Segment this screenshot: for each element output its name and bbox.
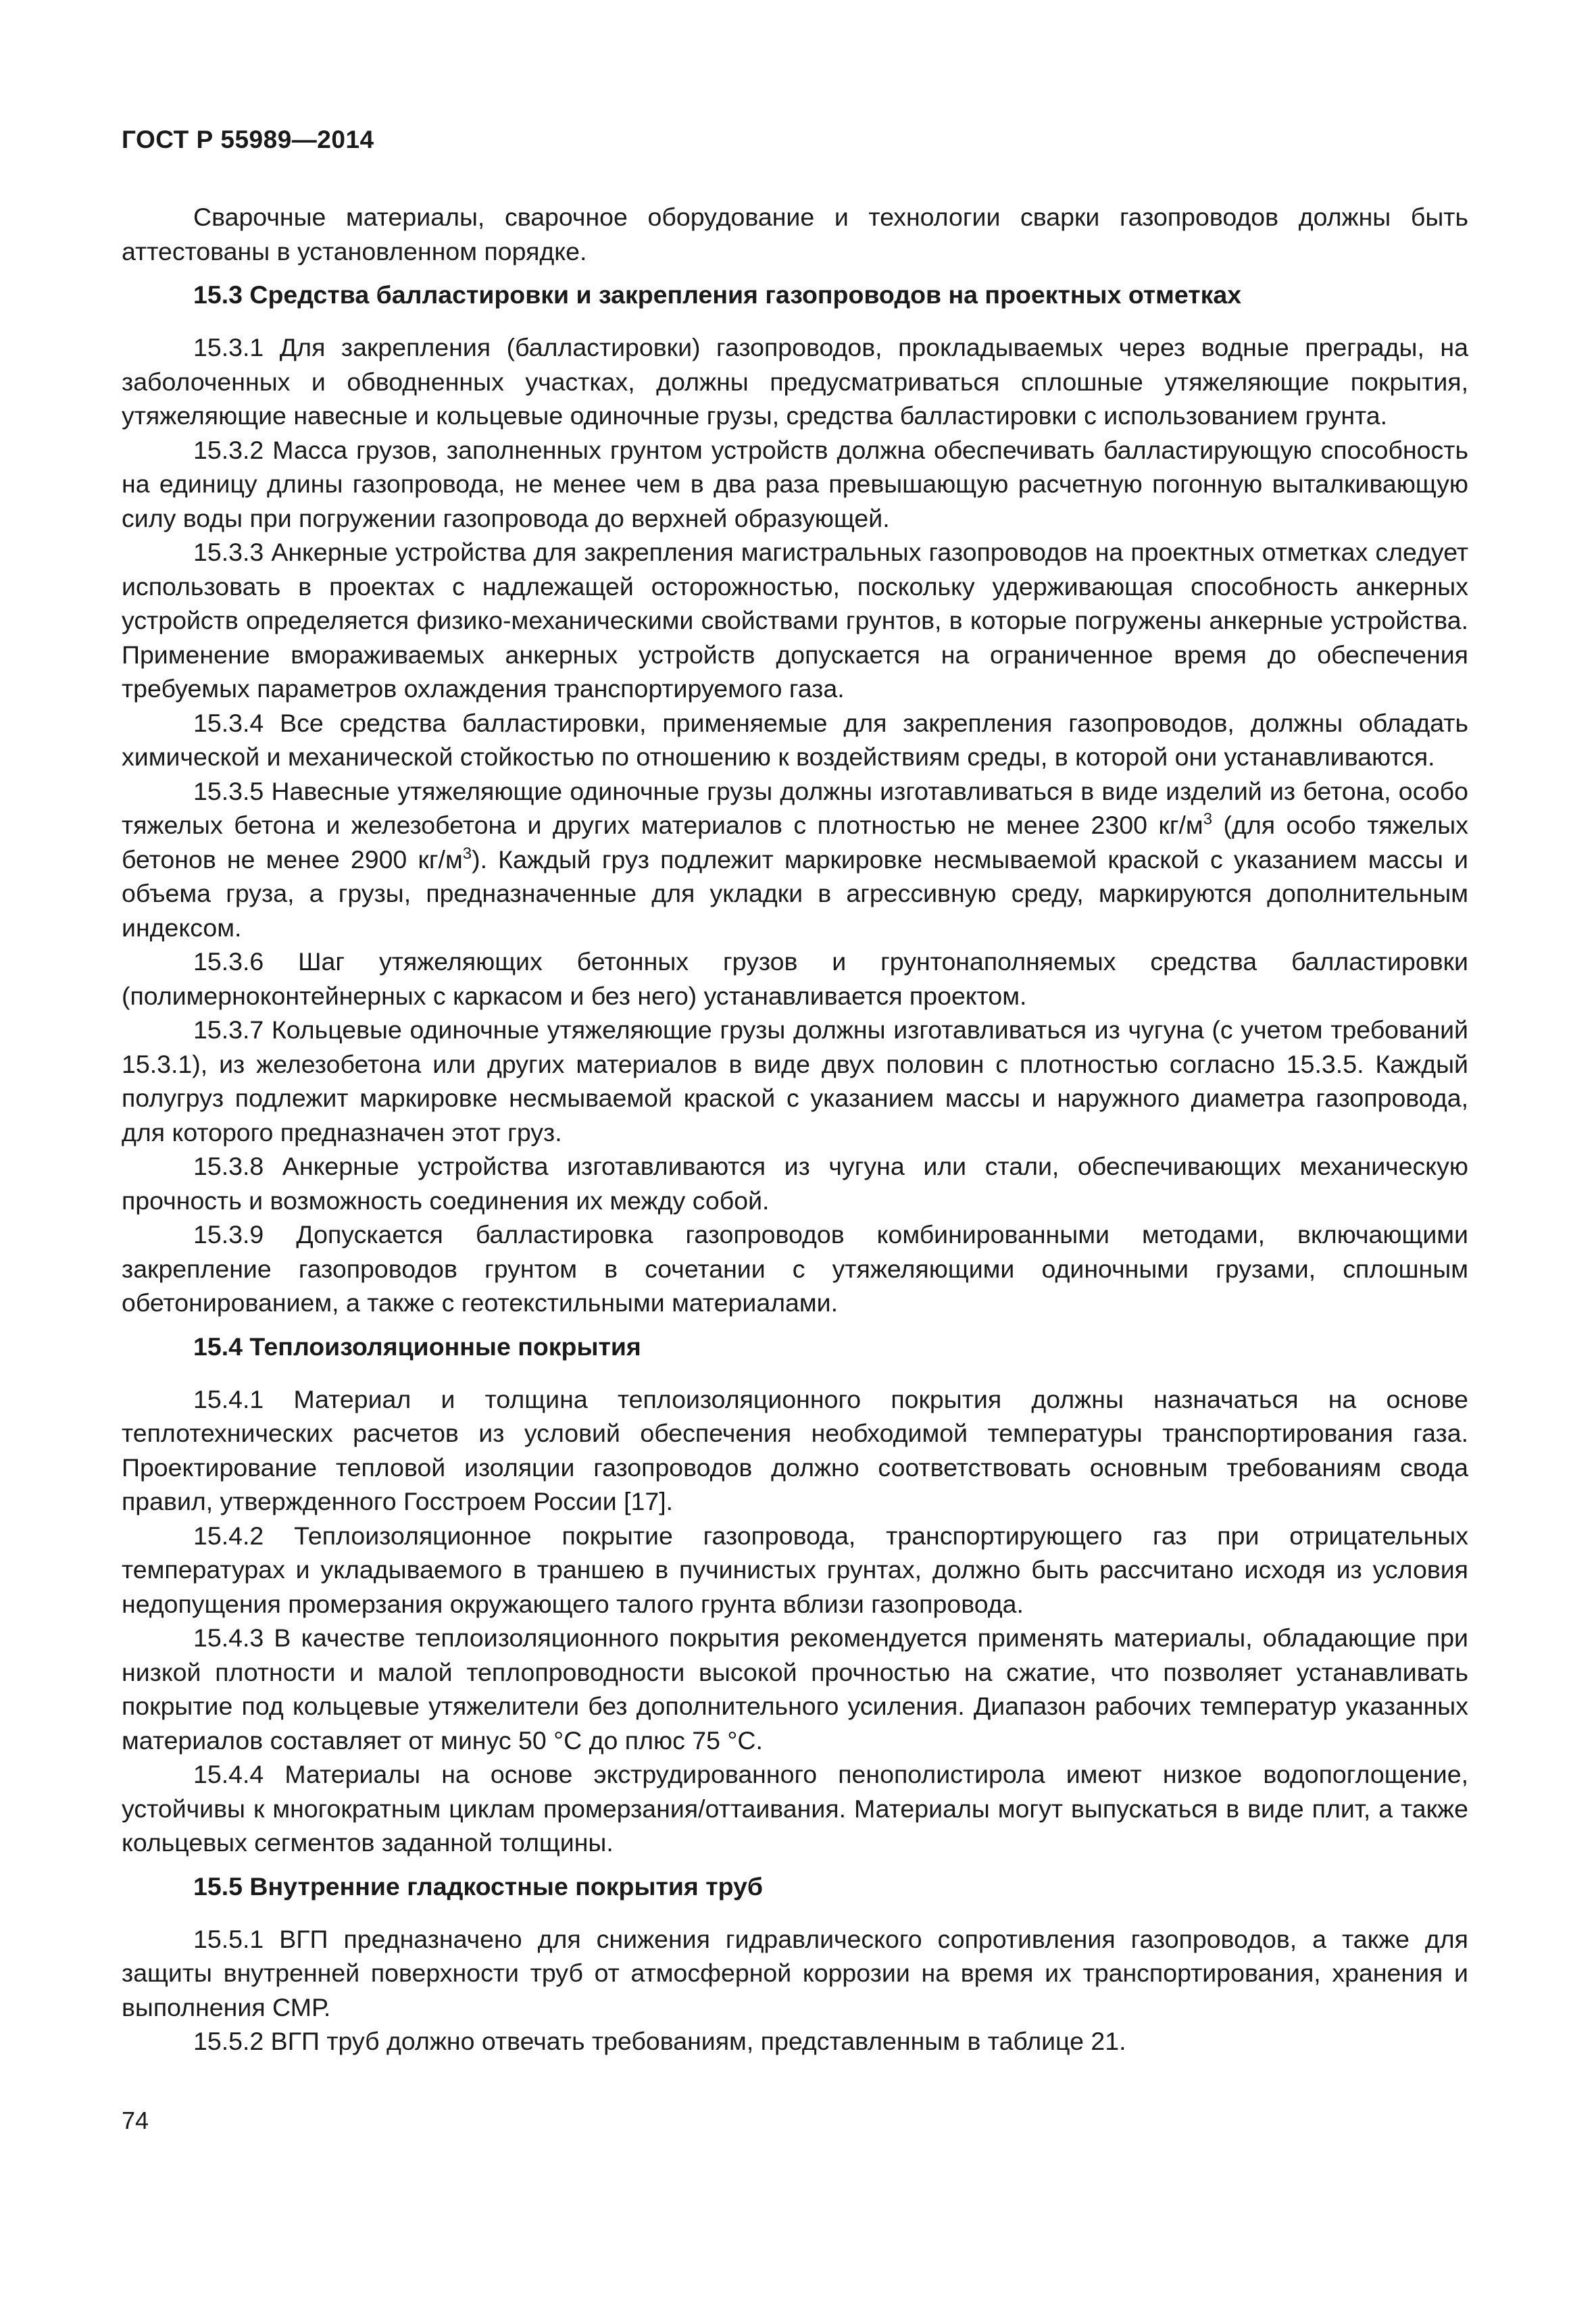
paragraph-15-4-3: 15.4.3 В качестве теплоизоляционного покрытия рекомендуется применять материалы, обладающие при низкой плотности и малой теплопроводности высокой прочностью на сжатие, что позволяет устанавливать покрытие под кольцевые утяжелители без дополнительного усиления. Диапазон рабочих температур указанных материалов составляет от минус 50 °С до плюс 75 °С. <box>122 1624 1468 1755</box>
paragraph-15-3-8: 15.3.8 Анкерные устройства изготавливаются из чугуна или стали, обеспечивающих механическую прочность и возможность соединения их между собой. <box>122 1152 1468 1215</box>
paragraph-15-4-1: 15.4.1 Материал и толщина теплоизоляционного покрытия должны назначаться на основе теплотехнических расчетов из условий обеспечения необходимой температуры транспортирования газа. Проектирование тепловой изоляции газопроводов должно соответствовать основным требованиям свода правил, утвержденного Госстроем России [17]. <box>122 1384 1468 1515</box>
page-number: 74 <box>122 2107 149 2134</box>
paragraph-intro: Сварочные материалы, сварочное оборудование и технологии сварки газопроводов должны быть аттестованы в установленном порядке. <box>122 203 1468 266</box>
section-heading-15-5: 15.5 Внутренние гладкостные покрытия труб <box>193 1871 763 1901</box>
page-content <box>122 200 1468 2059</box>
paragraph-15-3-6: 15.3.6 Шаг утяжеляющих бетонных грузов и грунтонаполняемых средства балластировки (полимерноконтейнерных с каркасом и без него) устанавливается проектом. <box>122 947 1468 1010</box>
paragraph-15-5-1: 15.5.1 ВГП предназначено для снижения гидравлического сопротивления газопроводов, а также для защиты внутренней поверхности труб от атмосферной коррозии на время их транспортирования, хранения и выполнения СМР. <box>122 1924 1468 2021</box>
paragraph-15-3-9: 15.3.9 Допускается балластировка газопроводов комбинированными методами, включающими закрепление газопроводов грунтом в сочетании с утяжеляющими одиночными грузами, сплошным обетонированием, а также с геотекстильными материалами. <box>122 1220 1468 1317</box>
paragraph-15-4-2: 15.4.2 Теплоизоляционное покрытие газопровода, транспортирующего газ при отрицательных температурах и укладываемого в траншею в пучинистых грунтах, должно быть рассчитано исходя из условия недопущения промерзания окружающего талого грунта вблизи газопровода. <box>122 1521 1468 1618</box>
paragraph-15-3-5-part-c: ). Каждый груз подлежит маркировке несмываемой краской с указанием массы и объема груза, а грузы, предназначенные для укладки в агрессивную среду, маркируются дополнительным индексом. <box>122 845 1468 942</box>
paragraph-15-3-4: 15.3.4 Все средства балластировки, применяемые для закрепления газопроводов, должны обладать химической и механической стойкостью по отношению к воздействиям среды, в которой они устанавливаются. <box>122 708 1468 771</box>
superscript-cubic-2: 3 <box>462 844 472 863</box>
section-heading-15-3: 15.3 Средства балластировки и закрепления газопроводов на проектных отметках <box>193 280 1242 309</box>
paragraph-15-3-2: 15.3.2 Масса грузов, заполненных грунтом устройств должна обеспечивать балластирующую способность на единицу длины газопровода, не менее чем в два раза превышающую расчетную погонную выталкивающую силу воды при погружении газопровода до верхней образующей. <box>122 435 1468 532</box>
paragraph-15-3-3: 15.3.3 Анкерные устройства для закрепления магистральных газопроводов на проектных отметках следует использовать в проектах с надлежащей осторожностью, поскольку удерживающая способность анкерных устройств определяется физико-механическими свойствами грунтов, в которые погружены анкерные устройства. Применение вмораживаемых анкерных устройств допускается на ограниченное время до обеспечения требуемых параметров охлаждения транспортируемого газа. <box>122 538 1468 703</box>
section-heading-15-4: 15.4 Теплоизоляционные покрытия <box>193 1332 641 1361</box>
paragraph-15-5-2: 15.5.2 ВГП труб должно отвечать требованиям, представленным в таблице 21. <box>193 2027 1126 2055</box>
paragraph-15-3-5 <box>122 774 1468 945</box>
paragraph-15-4-4: 15.4.4 Материалы на основе экструдированного пенополистирола имеют низкое водопоглощение, устойчивы к многократным циклам промерзания/оттаивания. Материалы могут выпускаться в виде плит, а также кольцевых сегментов заданной толщины. <box>122 1760 1468 1857</box>
superscript-cubic-1: 3 <box>1203 810 1213 828</box>
document-code-header: ГОСТ Р 55989—2014 <box>122 126 374 153</box>
paragraph-15-3-5-part-b: (для особо тяжелых бетонов не менее 2900 кг/м <box>122 811 1468 874</box>
paragraph-15-3-7: 15.3.7 Кольцевые одиночные утяжеляющие грузы должны изготавливаться из чугуна (с учетом требований 15.3.1), из железобетона или других материалов в виде двух половин с плотностью согласно 15.3.5. Каждый полугруз подлежит маркировке несмываемой краской с указанием массы и наружного диаметра газопровода, для которого предназначен этот груз. <box>122 1015 1468 1147</box>
paragraph-15-3-1: 15.3.1 Для закрепления (балластировки) газопроводов, прокладываемых через водные преграды, на заболоченных и обводненных участках, должны предусматриваться сплошные утяжеляющие покрытия, утяжеляющие навесные и кольцевые одиночные грузы, средства балластировки с использованием грунта. <box>122 333 1468 430</box>
paragraph-15-3-5-part-a: 15.3.5 Навесные утяжеляющие одиночные грузы должны изготавливаться в виде изделий из бетона, особо тяжелых бетона и железобетона и других материалов с плотностью не менее 2300 кг/м <box>122 776 1468 839</box>
